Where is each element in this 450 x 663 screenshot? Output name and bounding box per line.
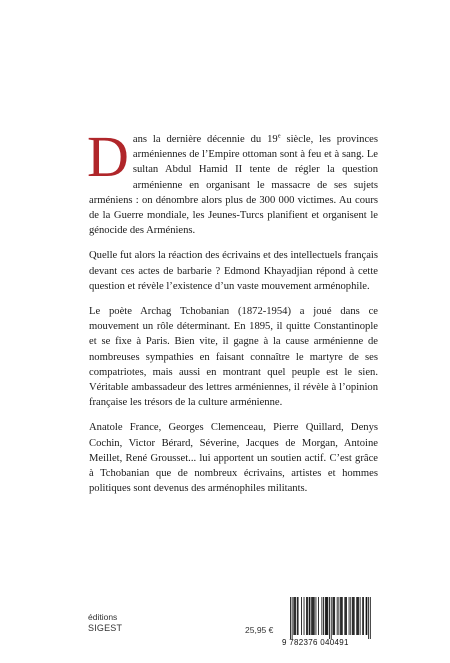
barcode-bar <box>338 597 339 635</box>
barcode-bar <box>353 597 354 635</box>
barcode-bar <box>370 597 371 639</box>
barcode-bar <box>309 597 310 635</box>
barcode-bar <box>292 597 293 639</box>
barcode-bar <box>358 597 359 635</box>
barcode-bar <box>293 597 294 635</box>
barcode-bar <box>360 597 361 635</box>
paragraph-3: Le poète Archag Tchobanian (1872-1954) a joué dans ce mouvement un rôle déterminant. En 1895, il quitte Constantinople et se fixe à Paris. Bien vite, il gagne à la cause arménienne de nombreuses sympathies en faisant connaître le martyre de ses compatriotes, mais aussi en montrant quel peuple est le sien. Véritable ambassadeur des lettres arméniennes, il révèle à l’opinion française les trésors de la culture arménienne. <box>89 306 378 409</box>
barcode-bar <box>311 597 312 635</box>
barcode-bar <box>337 597 338 635</box>
barcode-bar <box>342 597 343 635</box>
barcode-bar <box>352 597 353 635</box>
barcode-bar <box>326 597 327 635</box>
barcode <box>282 597 373 653</box>
paragraph-1-rest: siècle, les provinces arméniennes de l’Empire ottoman sont à feu et à sang. Le sultan Abdul Hamid II tente de régler la question arménienne en organisant le massacre de ses sujets arméniens : on dénombre alors plus de 300 000 victimes. Au cours de la Guerre mondiale, les Jeunes-Turcs planifient et organisent le génocide des Arméniens. <box>89 134 378 237</box>
blurb <box>87 124 378 506</box>
barcode-bar <box>301 597 302 635</box>
barcode-bar <box>334 597 335 635</box>
barcode-bar <box>357 597 358 635</box>
barcode-bar <box>340 597 341 635</box>
barcode-bar <box>310 597 311 635</box>
barcode-bar <box>345 597 346 635</box>
paragraph-1 <box>87 124 378 238</box>
publisher-block <box>88 612 122 634</box>
barcode-bar <box>327 597 328 635</box>
barcode-bar <box>362 597 363 635</box>
barcode-bar <box>323 597 324 635</box>
publisher-label: éditions <box>88 612 118 622</box>
barcode-bar <box>331 597 332 639</box>
barcode-bar <box>297 597 298 635</box>
barcode-bar <box>354 597 355 635</box>
drop-cap: D <box>87 124 129 189</box>
barcode-bar <box>325 597 326 635</box>
barcode-bar <box>321 597 322 635</box>
barcode-bar <box>312 597 313 635</box>
barcode-bar <box>333 597 334 635</box>
barcode-bar <box>363 597 364 635</box>
barcode-bar <box>318 597 319 635</box>
barcode-bar <box>290 597 291 639</box>
barcode-bar <box>344 597 345 635</box>
paragraph-2: Quelle fut alors la réaction des écrivains et des intellectuels français devant ces actes de barbarie ? Edmond Khayadjian répond à cette question et révèle l’existence d’un vaste mouvement arménophile. <box>89 250 378 292</box>
price: 25,95 € <box>245 625 274 635</box>
paragraph-4: Anatole France, Georges Clemenceau, Pierre Quillard, Denys Cochin, Victor Bérard, Séverine, Jacques de Morgan, Antoine Meillet, René Grousset... lui apportent un soutien actif. C’est grâce à Tchobanian que de nombreux écrivains, artistes et hommes politiques sont devenus des arménophiles militants. <box>89 422 378 495</box>
barcode-bar <box>307 597 308 635</box>
barcode-bar <box>329 597 330 639</box>
barcode-bar <box>313 597 314 635</box>
barcode-bar <box>346 597 347 635</box>
barcode-bar <box>306 597 307 635</box>
barcode-bar <box>316 597 317 635</box>
barcode-bar <box>350 597 351 635</box>
paragraph-1-start: ans la dernière décennie du 19 <box>132 134 278 145</box>
publisher-name: SIGEST <box>88 623 123 633</box>
barcode-bar <box>349 597 350 635</box>
barcode-bar <box>341 597 342 635</box>
barcode-digits: 9 782376 040491 <box>282 638 349 647</box>
barcode-bar <box>314 597 315 635</box>
barcode-bar <box>366 597 367 635</box>
barcode-bar <box>327 597 328 635</box>
barcode-bar <box>304 597 305 635</box>
barcode-bar <box>295 597 296 635</box>
century-superscript: e <box>277 132 281 140</box>
barcode-bar <box>294 597 295 635</box>
barcode-bar <box>298 597 299 635</box>
barcode-bar <box>356 597 357 635</box>
barcode-bars <box>282 597 373 639</box>
barcode-bar <box>368 597 369 639</box>
barcode-bar <box>367 597 368 635</box>
barcode-bar <box>333 597 334 635</box>
